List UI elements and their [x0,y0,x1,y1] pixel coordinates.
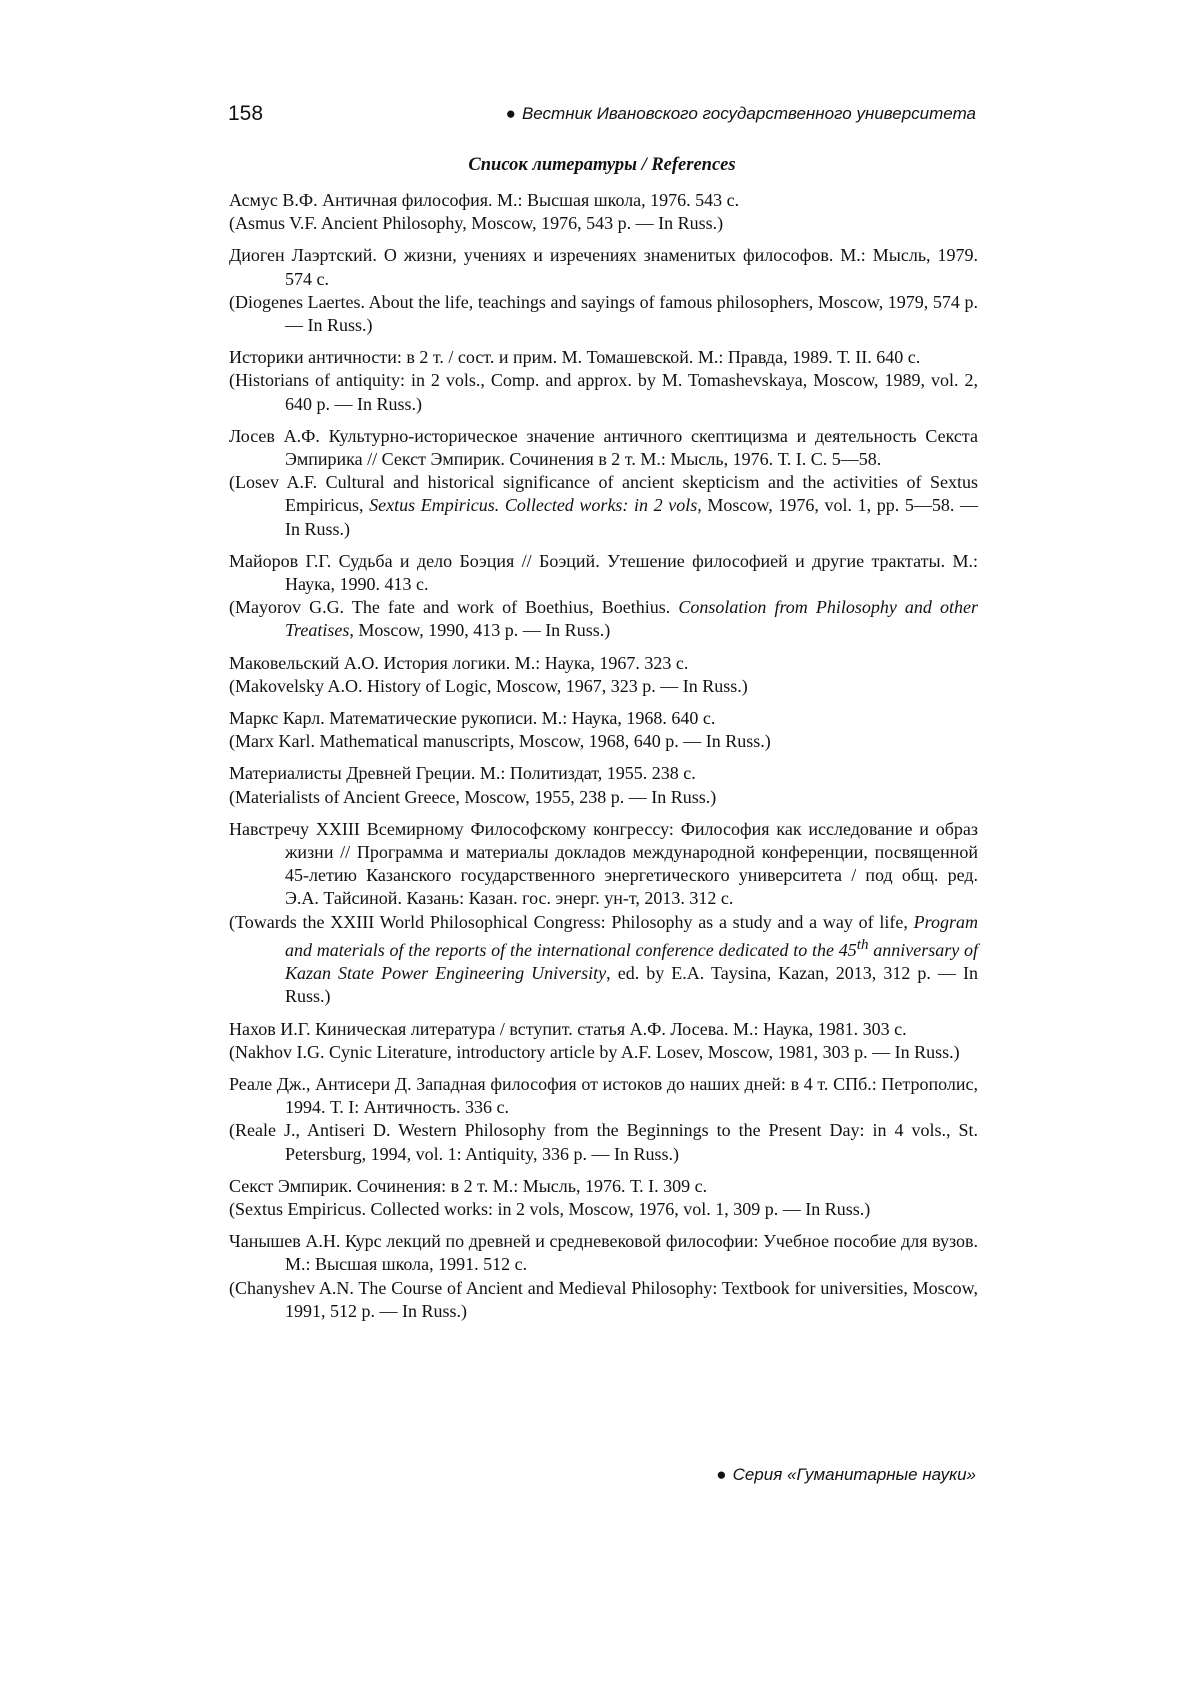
series-title: Серия «Гуманитарные науки» [732,1465,976,1484]
reference-ru: Чанышев А.Н. Курс лекций по древней и средневековой философии: Учебное пособие для вузов. М.: Высшая школа, 1991. 512 с. [229,1231,978,1275]
reference-ru: Маковельский А.О. История логики. М.: Наука, 1967. 323 с. [229,652,689,673]
page-footer [716,1465,976,1485]
reference-en-part: (Losev A.F. Cultural and historical significance of ancient skepticism and the activities of Sextus Empiricus, [229,472,978,516]
section-title: Список литературы / References [468,155,736,175]
reference-ru: Историки античности: в 2 т. / сост. и прим. М. Томашевской. М.: Правда, 1989. Т. II. 640 с. [229,347,921,368]
journal-title: Вестник Ивановского государственного университета [521,104,976,123]
reference-en: (Nakhov I.G. Cynic Literature, introductory article by A.F. Losev, Moscow, 1981, 303 p. — In Russ.) [229,1041,960,1062]
bullet-dot-icon: ● [716,1465,727,1484]
reference-entry [229,189,978,235]
reference-en [229,471,978,541]
reference-en-part: , Moscow, 1990, 413 p. — In Russ.) [349,620,611,641]
reference-ru: Нахов И.Г. Киническая литература / вступит. статья А.Ф. Лосева. М.: Наука, 1981. 303 с. [229,1018,907,1039]
reference-en-part: (Mayorov G.G. The fate and work of Boethius, Boethius. [229,597,679,618]
reference-en: (Chanyshev A.N. The Course of Ancient and Medieval Philosophy: Textbook for universities, Moscow, 1991, 512 p. — In Russ.) [229,1277,978,1321]
reference-entry [229,244,978,337]
reference-entry [229,425,978,541]
reference-en-italic: anniversary of Kazan State Power Engineering University [285,939,978,984]
reference-en: (Marx Karl. Mathematical manuscripts, Moscow, 1968, 640 p. — In Russ.) [229,731,771,752]
reference-en-italic: Sextus Empiricus. Collected works: in 2 vols, [369,495,702,516]
ordinal-suffix [857,937,869,953]
reference-entry [229,1175,978,1221]
page-number: 158 [228,102,264,125]
reference-list [229,189,978,1332]
reference-entry [229,762,978,808]
reference-entry [229,1230,978,1323]
reference-en [229,596,978,642]
reference-en: (Asmus V.F. Ancient Philosophy, Moscow, 1976, 543 p. — In Russ.) [229,213,724,234]
reference-en [229,911,978,1009]
reference-en: (Sextus Empiricus. Collected works: in 2 vols, Moscow, 1976, vol. 1, 309 p. — In Russ.) [229,1198,871,1219]
bullet-dot-icon: ● [505,104,516,123]
reference-ru: Навстречу XXIII Всемирному Философскому конгрессу: Философия как исследование и образ жизни // Программа и материалы докладов международной конференции, посвященной 45-летию Казанского государственного энергетического университета / под общ. ред. Э.А. Тайсиной. Казань: Казан. гос. энерг. ун-т, 2013. 312 с. [229,818,978,909]
ordinal-suffix-text: th [856,936,869,953]
reference-entry [229,652,978,698]
reference-entry [229,1018,978,1064]
reference-ru: Диоген Лаэртский. О жизни, учениях и изречениях знаменитых философов. М.: Мысль, 1979. 574 с. [229,245,978,289]
reference-ru: Реале Дж., Антисери Д. Западная философия от истоков до наших дней: в 4 т. СПб.: Петрополис, 1994. Т. I: Античность. 336 с. [229,1073,978,1118]
reference-en: (Materialists of Ancient Greece, Moscow, 1955, 238 p. — In Russ.) [229,786,717,807]
reference-ru: Асмус В.Ф. Античная философия. М.: Высшая школа, 1976. 543 с. [229,190,740,210]
reference-ru: Материалисты Древней Греции. М.: Политиздат, 1955. 238 с. [229,763,696,784]
reference-en-italic: Consolation from Philosophy and other Treatises [285,597,979,641]
reference-en: (Diogenes Laertes. About the life, teachings and sayings of famous philosophers, Moscow, 1979, 574 p. — In Russ.) [229,291,978,336]
reference-ru: Секст Эмпирик. Сочинения: в 2 т. М.: Мысль, 1976. Т. I. 309 с. [229,1175,708,1196]
reference-en-italic: Program and materials of the reports of the international conference dedicated to the 45 [285,911,978,960]
page-header [228,100,976,130]
reference-en-part: , ed. by E.A. Taysina, Kazan, 2013, 312 p. — In Russ.) [285,963,978,1007]
reference-ru: Маркс Карл. Математические рукописи. М.: Наука, 1968. 640 с. [229,708,716,729]
journal-title-wrap [506,104,976,124]
reference-en: (Historians of antiquity: in 2 vols., Comp. and approx. by M. Tomashevskaya, Moscow, 1989, vol. 2, 640 p. — In Russ.) [229,370,978,414]
reference-en-part: Moscow, 1976, vol. 1, pp. 5—58. — In Russ.) [285,495,978,539]
reference-entry [229,550,978,643]
reference-ru: Майоров Г.Г. Судьба и дело Боэция // Боэций. Утешение философией и другие трактаты. М.: Наука, 1990. 413 с. [229,550,978,595]
reference-en: (Reale J., Antiseri D. Western Philosophy from the Beginnings to the Present Day: in 4 vols., St. Petersburg, 1994, vol. 1: Antiquity, 336 p. — In Russ.) [229,1120,978,1164]
reference-en: (Makovelsky A.O. History of Logic, Moscow, 1967, 323 p. — In Russ.) [229,675,748,696]
reference-entry [229,1073,978,1166]
reference-entry [229,707,978,753]
reference-ru: Лосев А.Ф. Культурно-историческое значение античного скептицизма и деятельность Секста Эмпирика // Секст Эмпирик. Сочинения в 2 т. М.: Мысль, 1976. Т. I. С. 5—58. [229,425,978,470]
reference-entry [229,346,978,416]
reference-entry [229,818,978,1009]
reference-en-part: (Towards the XXIII World Philosophical Congress: Philosophy as a study and a way of life, [229,911,914,932]
